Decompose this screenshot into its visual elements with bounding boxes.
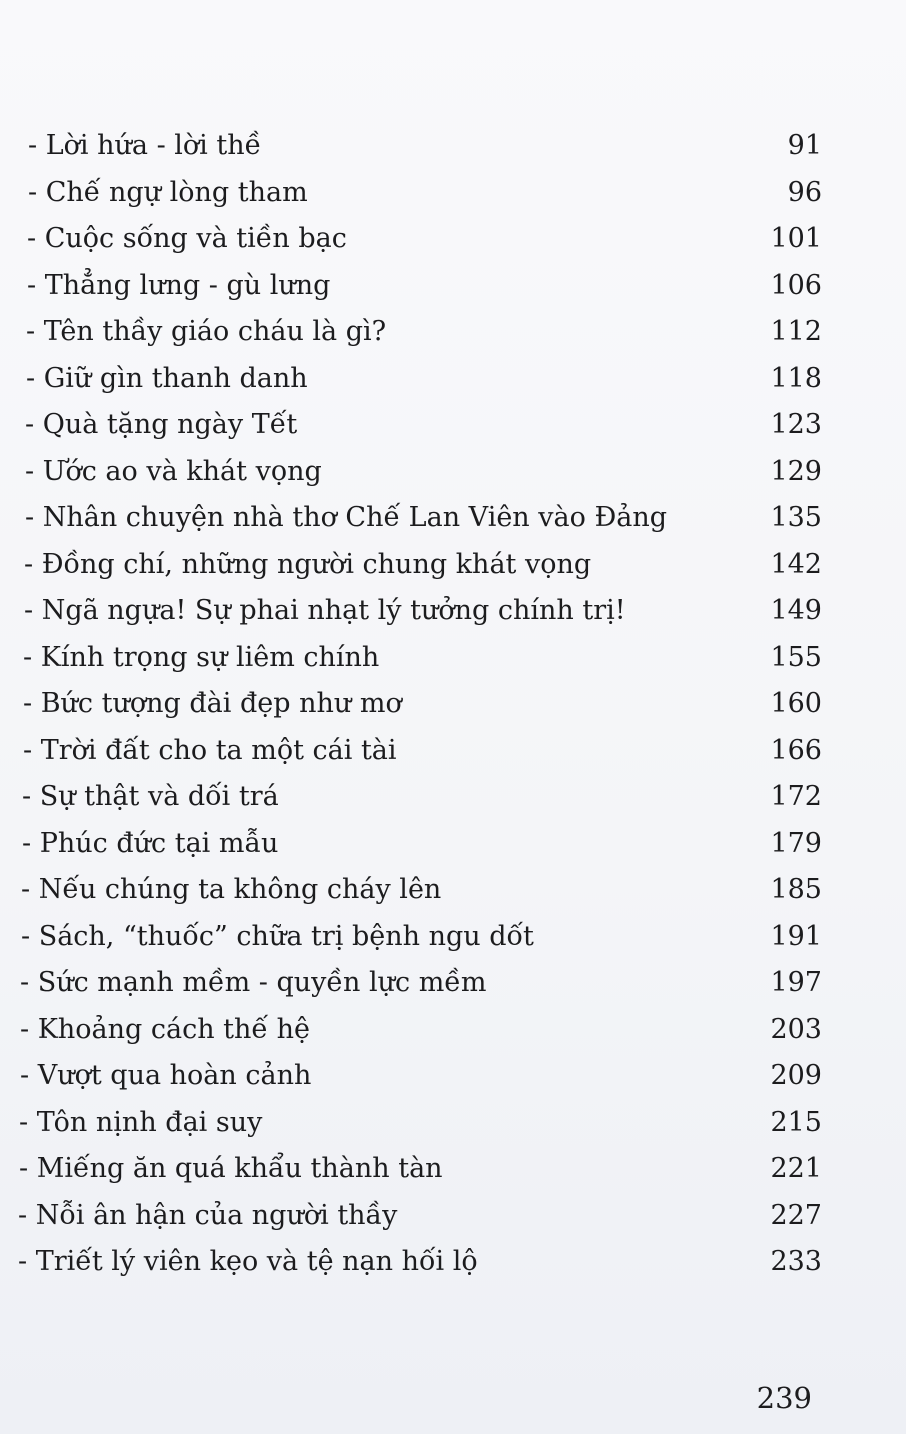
- toc-entry-page: 172: [770, 781, 822, 812]
- toc-entry: [0, 588, 906, 635]
- toc-entry-page: 166: [770, 734, 822, 766]
- toc-entry-title: - Thẳng lưng - gù lưng: [27, 269, 331, 301]
- toc-entry: [0, 774, 906, 821]
- toc-entry-page: 227: [770, 1199, 822, 1231]
- toc-entry: [0, 867, 906, 914]
- toc-entry-page: 149: [770, 595, 822, 626]
- toc-entry: [0, 728, 906, 775]
- toc-entry-page: 142: [770, 548, 822, 580]
- toc-entry: [0, 1100, 906, 1147]
- page-number: 239: [756, 1381, 812, 1415]
- toc-entry-page: 135: [770, 502, 822, 533]
- toc-entry: [0, 449, 906, 496]
- toc-entry: [0, 170, 906, 217]
- toc-entry-page: 160: [770, 688, 822, 719]
- toc-entry-page: 233: [770, 1246, 822, 1277]
- toc-entry-title: - Tôn nịnh đại suy: [19, 1106, 263, 1138]
- toc-entry-title: - Miếng ăn quá khẩu thành tàn: [19, 1153, 443, 1184]
- toc-entry: [0, 495, 906, 542]
- toc-entry-title: - Sức mạnh mềm - quyền lực mềm: [20, 967, 487, 998]
- toc-entry-page: 215: [770, 1106, 822, 1138]
- toc-entry-page: 91: [787, 130, 822, 161]
- toc-entry-page: 197: [770, 967, 822, 998]
- toc-entry-title: - Chế ngự lòng tham: [28, 176, 308, 208]
- toc-entry-title: - Phúc đức tại mẫu: [22, 827, 279, 859]
- toc-entry-title: - Quà tặng ngày Tết: [25, 409, 298, 440]
- toc-entry-title: - Giữ gìn thanh danh: [26, 362, 308, 394]
- toc-entry-title: - Triết lý viên kẹo và tệ nạn hối lộ: [18, 1246, 478, 1277]
- toc-entry-page: 209: [770, 1060, 822, 1091]
- toc-entry: [0, 914, 906, 961]
- toc-entry-title: - Lời hứa - lời thề: [28, 130, 262, 161]
- toc-entry-title: - Trời đất cho ta một cái tài: [23, 734, 397, 766]
- toc-entry-page: 106: [770, 269, 822, 301]
- toc-entry: [0, 356, 906, 403]
- toc-entry: [0, 1239, 906, 1286]
- toc-entry: [0, 1053, 906, 1100]
- toc-entry-page: 191: [770, 920, 822, 952]
- toc-entry-page: 96: [787, 176, 822, 208]
- toc-entry-title: - Cuộc sống và tiền bạc: [27, 223, 347, 254]
- toc-entry-title: - Nếu chúng ta không cháy lên: [21, 874, 442, 905]
- toc-entry-title: - Vượt qua hoàn cảnh: [20, 1060, 312, 1091]
- toc-entry-title: - Kính trọng sự liêm chính: [23, 641, 380, 673]
- toc-entry-title: - Sách, “thuốc” chữa trị bệnh ngu dốt: [21, 920, 534, 952]
- toc-entry-title: - Đồng chí, những người chung khát vọng: [24, 548, 592, 580]
- toc-entry: [0, 263, 906, 310]
- toc-entry-page: 155: [770, 641, 822, 673]
- toc-entry: [0, 821, 906, 868]
- toc-entry-title: - Bức tượng đài đẹp như mơ: [23, 688, 402, 719]
- toc-entry-title: - Ước ao và khát vọng: [25, 455, 322, 487]
- toc-entry-page: 203: [770, 1013, 822, 1045]
- toc-entry: [0, 960, 906, 1007]
- toc-entry-page: 129: [770, 455, 822, 487]
- toc-entry: [0, 635, 906, 682]
- toc-entry-page: 101: [770, 223, 822, 254]
- toc-entry: [0, 542, 906, 589]
- toc-entry-page: 112: [770, 316, 822, 347]
- toc-entry-title: - Khoảng cách thế hệ: [20, 1013, 310, 1045]
- toc-entry: [0, 216, 906, 263]
- toc-entry-title: - Sự thật và dối trá: [22, 781, 279, 812]
- toc-entry-title: - Tên thầy giáo cháu là gì?: [26, 316, 387, 347]
- toc-entry: [0, 1193, 906, 1240]
- toc-entry-title: - Nỗi ân hận của người thầy: [18, 1199, 398, 1231]
- toc-entry-page: 221: [770, 1153, 822, 1184]
- toc-entry-title: - Nhân chuyện nhà thơ Chế Lan Viên vào Đảng: [25, 502, 668, 533]
- toc-entry: [0, 402, 906, 449]
- toc-entry-title: - Ngã ngựa! Sự phai nhạt lý tưởng chính trị!: [24, 595, 626, 626]
- table-of-contents: [0, 123, 906, 1286]
- toc-entry-page: 179: [770, 827, 822, 859]
- toc-entry: [0, 123, 906, 170]
- toc-entry: [0, 309, 906, 356]
- toc-entry-page: 118: [770, 362, 822, 394]
- toc-entry: [0, 681, 906, 728]
- toc-entry-page: 185: [770, 874, 822, 905]
- toc-entry: [0, 1146, 906, 1193]
- toc-entry: [0, 1007, 906, 1054]
- toc-entry-page: 123: [770, 409, 822, 440]
